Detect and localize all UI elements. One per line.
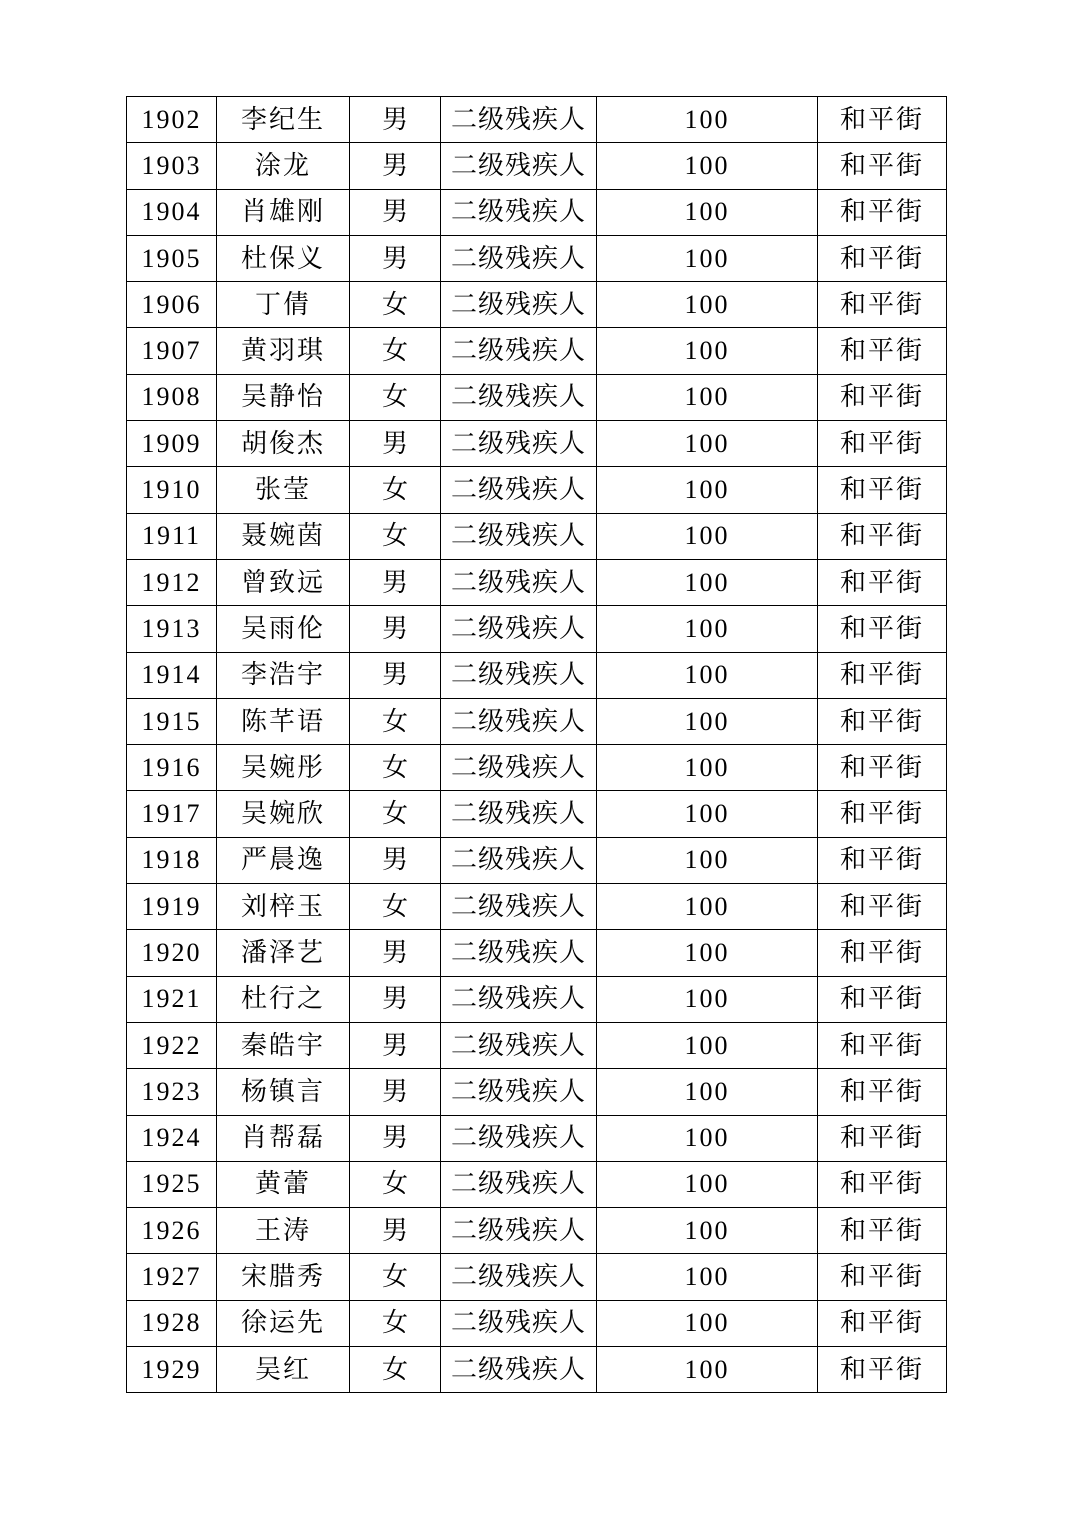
serial-number-cell: 1909 [127, 421, 217, 467]
table-row [127, 1069, 947, 1115]
amount-cell: 100 [597, 1300, 818, 1346]
amount-cell: 100 [597, 1208, 818, 1254]
disability-grade-cell: 二级残疾人 [441, 421, 597, 467]
name-cell: 曾致远 [217, 559, 350, 605]
gender-cell: 女 [350, 1347, 441, 1393]
street-cell: 和平街 [818, 606, 947, 652]
street-cell: 和平街 [818, 791, 947, 837]
table-row [127, 282, 947, 328]
disability-grade-cell: 二级残疾人 [441, 559, 597, 605]
disability-grade-cell: 二级残疾人 [441, 884, 597, 930]
street-cell: 和平街 [818, 745, 947, 791]
disability-grade-cell: 二级残疾人 [441, 1347, 597, 1393]
serial-number-cell: 1922 [127, 1022, 217, 1068]
table-row [127, 791, 947, 837]
street-cell: 和平街 [818, 837, 947, 883]
gender-cell: 男 [350, 930, 441, 976]
table-row [127, 1115, 947, 1161]
name-cell: 黄羽琪 [217, 328, 350, 374]
disability-grade-cell: 二级残疾人 [441, 791, 597, 837]
name-cell: 丁倩 [217, 282, 350, 328]
amount-cell: 100 [597, 235, 818, 281]
name-cell: 徐运先 [217, 1300, 350, 1346]
name-cell: 胡俊杰 [217, 421, 350, 467]
table-row [127, 1254, 947, 1300]
name-cell: 吴红 [217, 1347, 350, 1393]
gender-cell: 女 [350, 884, 441, 930]
street-cell: 和平街 [818, 1069, 947, 1115]
disability-grade-cell: 二级残疾人 [441, 513, 597, 559]
gender-cell: 男 [350, 652, 441, 698]
serial-number-cell: 1910 [127, 467, 217, 513]
name-cell: 刘梓玉 [217, 884, 350, 930]
serial-number-cell: 1917 [127, 791, 217, 837]
name-cell: 王涛 [217, 1208, 350, 1254]
serial-number-cell: 1904 [127, 189, 217, 235]
disability-grade-cell: 二级残疾人 [441, 1208, 597, 1254]
serial-number-cell: 1926 [127, 1208, 217, 1254]
amount-cell: 100 [597, 930, 818, 976]
gender-cell: 女 [350, 1254, 441, 1300]
table-row [127, 837, 947, 883]
disability-grade-cell: 二级残疾人 [441, 97, 597, 143]
amount-cell: 100 [597, 1254, 818, 1300]
gender-cell: 男 [350, 1208, 441, 1254]
gender-cell: 女 [350, 698, 441, 744]
table-row [127, 559, 947, 605]
name-cell: 宋腊秀 [217, 1254, 350, 1300]
amount-cell: 100 [597, 328, 818, 374]
gender-cell: 男 [350, 1069, 441, 1115]
serial-number-cell: 1907 [127, 328, 217, 374]
serial-number-cell: 1920 [127, 930, 217, 976]
amount-cell: 100 [597, 97, 818, 143]
street-cell: 和平街 [818, 1161, 947, 1207]
street-cell: 和平街 [818, 282, 947, 328]
table-row [127, 513, 947, 559]
name-cell: 张莹 [217, 467, 350, 513]
name-cell: 吴雨伦 [217, 606, 350, 652]
table-row [127, 976, 947, 1022]
disability-grade-cell: 二级残疾人 [441, 235, 597, 281]
gender-cell: 男 [350, 559, 441, 605]
serial-number-cell: 1914 [127, 652, 217, 698]
name-cell: 李纪生 [217, 97, 350, 143]
name-cell: 杜行之 [217, 976, 350, 1022]
disability-grade-cell: 二级残疾人 [441, 143, 597, 189]
street-cell: 和平街 [818, 1022, 947, 1068]
amount-cell: 100 [597, 282, 818, 328]
gender-cell: 男 [350, 97, 441, 143]
name-cell: 潘泽艺 [217, 930, 350, 976]
disability-grade-cell: 二级残疾人 [441, 1115, 597, 1161]
gender-cell: 男 [350, 143, 441, 189]
amount-cell: 100 [597, 837, 818, 883]
amount-cell: 100 [597, 606, 818, 652]
disability-grade-cell: 二级残疾人 [441, 698, 597, 744]
street-cell: 和平街 [818, 467, 947, 513]
street-cell: 和平街 [818, 1254, 947, 1300]
gender-cell: 男 [350, 235, 441, 281]
gender-cell: 女 [350, 745, 441, 791]
table-row [127, 606, 947, 652]
street-cell: 和平街 [818, 930, 947, 976]
disability-grade-cell: 二级残疾人 [441, 1300, 597, 1346]
serial-number-cell: 1925 [127, 1161, 217, 1207]
disability-grade-cell: 二级残疾人 [441, 282, 597, 328]
street-cell: 和平街 [818, 143, 947, 189]
name-cell: 涂龙 [217, 143, 350, 189]
amount-cell: 100 [597, 513, 818, 559]
street-cell: 和平街 [818, 421, 947, 467]
gender-cell: 男 [350, 1115, 441, 1161]
street-cell: 和平街 [818, 1115, 947, 1161]
amount-cell: 100 [597, 976, 818, 1022]
gender-cell: 女 [350, 328, 441, 374]
name-cell: 秦皓宇 [217, 1022, 350, 1068]
gender-cell: 男 [350, 421, 441, 467]
amount-cell: 100 [597, 559, 818, 605]
street-cell: 和平街 [818, 559, 947, 605]
disability-grade-cell: 二级残疾人 [441, 1069, 597, 1115]
name-cell: 聂婉茵 [217, 513, 350, 559]
table-body [127, 97, 947, 1393]
serial-number-cell: 1921 [127, 976, 217, 1022]
disability-grade-cell: 二级残疾人 [441, 606, 597, 652]
name-cell: 李浩宇 [217, 652, 350, 698]
disability-grade-cell: 二级残疾人 [441, 745, 597, 791]
table-row [127, 1347, 947, 1393]
street-cell: 和平街 [818, 513, 947, 559]
name-cell: 严晨逸 [217, 837, 350, 883]
amount-cell: 100 [597, 745, 818, 791]
street-cell: 和平街 [818, 1300, 947, 1346]
disability-grade-cell: 二级残疾人 [441, 1161, 597, 1207]
street-cell: 和平街 [818, 1347, 947, 1393]
gender-cell: 女 [350, 791, 441, 837]
amount-cell: 100 [597, 791, 818, 837]
street-cell: 和平街 [818, 374, 947, 420]
street-cell: 和平街 [818, 884, 947, 930]
serial-number-cell: 1923 [127, 1069, 217, 1115]
disability-grade-cell: 二级残疾人 [441, 837, 597, 883]
serial-number-cell: 1903 [127, 143, 217, 189]
amount-cell: 100 [597, 374, 818, 420]
amount-cell: 100 [597, 421, 818, 467]
gender-cell: 女 [350, 374, 441, 420]
serial-number-cell: 1911 [127, 513, 217, 559]
table-row [127, 143, 947, 189]
name-cell: 杜保义 [217, 235, 350, 281]
street-cell: 和平街 [818, 189, 947, 235]
data-table [126, 96, 947, 1393]
amount-cell: 100 [597, 143, 818, 189]
disability-grade-cell: 二级残疾人 [441, 189, 597, 235]
amount-cell: 100 [597, 1347, 818, 1393]
disability-grade-cell: 二级残疾人 [441, 652, 597, 698]
gender-cell: 男 [350, 606, 441, 652]
serial-number-cell: 1929 [127, 1347, 217, 1393]
serial-number-cell: 1924 [127, 1115, 217, 1161]
amount-cell: 100 [597, 1161, 818, 1207]
serial-number-cell: 1927 [127, 1254, 217, 1300]
table-row [127, 235, 947, 281]
serial-number-cell: 1915 [127, 698, 217, 744]
name-cell: 吴静怡 [217, 374, 350, 420]
serial-number-cell: 1919 [127, 884, 217, 930]
name-cell: 肖雄刚 [217, 189, 350, 235]
serial-number-cell: 1912 [127, 559, 217, 605]
serial-number-cell: 1908 [127, 374, 217, 420]
disability-grade-cell: 二级残疾人 [441, 1022, 597, 1068]
serial-number-cell: 1905 [127, 235, 217, 281]
amount-cell: 100 [597, 1022, 818, 1068]
gender-cell: 男 [350, 1022, 441, 1068]
street-cell: 和平街 [818, 652, 947, 698]
name-cell: 吴婉欣 [217, 791, 350, 837]
name-cell: 黄蕾 [217, 1161, 350, 1207]
street-cell: 和平街 [818, 1208, 947, 1254]
table-row [127, 189, 947, 235]
serial-number-cell: 1902 [127, 97, 217, 143]
table-row [127, 1300, 947, 1346]
gender-cell: 女 [350, 282, 441, 328]
table-row [127, 421, 947, 467]
disability-grade-cell: 二级残疾人 [441, 328, 597, 374]
table-row [127, 97, 947, 143]
amount-cell: 100 [597, 1115, 818, 1161]
gender-cell: 女 [350, 1161, 441, 1207]
table-row [127, 930, 947, 976]
table-row [127, 1022, 947, 1068]
street-cell: 和平街 [818, 976, 947, 1022]
gender-cell: 男 [350, 837, 441, 883]
disability-grade-cell: 二级残疾人 [441, 1254, 597, 1300]
table-row [127, 328, 947, 374]
gender-cell: 男 [350, 189, 441, 235]
street-cell: 和平街 [818, 235, 947, 281]
street-cell: 和平街 [818, 698, 947, 744]
table-row [127, 1161, 947, 1207]
amount-cell: 100 [597, 467, 818, 513]
serial-number-cell: 1928 [127, 1300, 217, 1346]
amount-cell: 100 [597, 884, 818, 930]
amount-cell: 100 [597, 698, 818, 744]
table-row [127, 652, 947, 698]
disability-grade-cell: 二级残疾人 [441, 976, 597, 1022]
table-row [127, 467, 947, 513]
name-cell: 陈芊语 [217, 698, 350, 744]
disability-grade-cell: 二级残疾人 [441, 374, 597, 420]
disability-grade-cell: 二级残疾人 [441, 467, 597, 513]
serial-number-cell: 1916 [127, 745, 217, 791]
gender-cell: 女 [350, 467, 441, 513]
table-row [127, 1208, 947, 1254]
name-cell: 吴婉彤 [217, 745, 350, 791]
name-cell: 肖帮磊 [217, 1115, 350, 1161]
amount-cell: 100 [597, 1069, 818, 1115]
street-cell: 和平街 [818, 97, 947, 143]
gender-cell: 女 [350, 513, 441, 559]
serial-number-cell: 1918 [127, 837, 217, 883]
gender-cell: 男 [350, 976, 441, 1022]
street-cell: 和平街 [818, 328, 947, 374]
serial-number-cell: 1906 [127, 282, 217, 328]
table-row [127, 884, 947, 930]
disability-grade-cell: 二级残疾人 [441, 930, 597, 976]
amount-cell: 100 [597, 189, 818, 235]
table-row [127, 745, 947, 791]
serial-number-cell: 1913 [127, 606, 217, 652]
table-row [127, 374, 947, 420]
gender-cell: 女 [350, 1300, 441, 1346]
table-row [127, 698, 947, 744]
name-cell: 杨镇言 [217, 1069, 350, 1115]
amount-cell: 100 [597, 652, 818, 698]
